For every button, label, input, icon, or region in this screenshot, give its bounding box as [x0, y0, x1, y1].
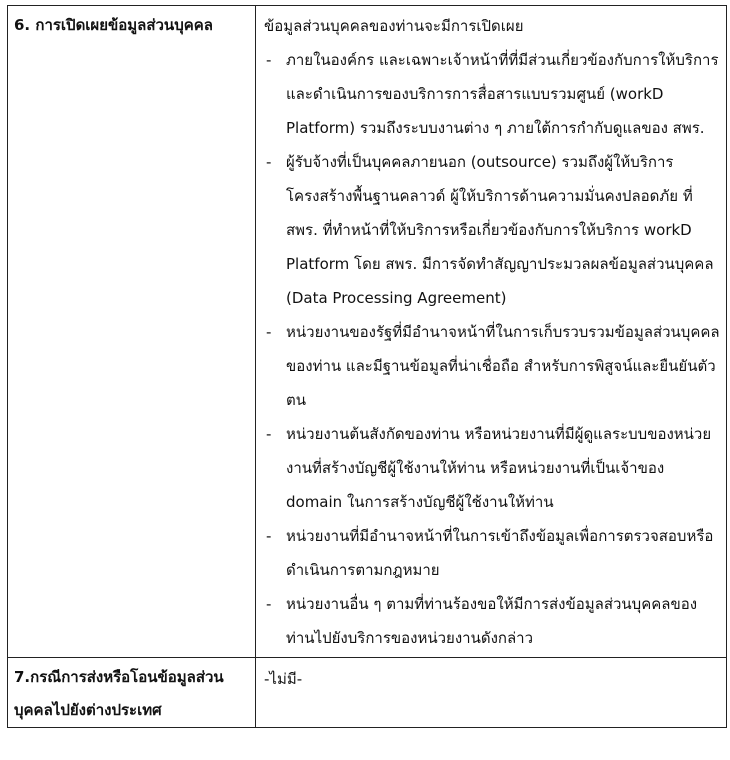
dash-bullet: -: [266, 323, 272, 341]
list-item-text: ภายในองค์กร และเฉพาะเจ้าหน้าที่ที่มีส่วนเกี่ยวข้องกับการให้บริการและดำเนินการของบริการการสื่อสารแบบรวมศูนย์ (workD Platform) รวมถึงระบบงานต่าง ๆ ภายใต้การกำกับดูแลของ สพร.: [286, 51, 719, 137]
list-item: [264, 43, 720, 145]
detail-cell: [256, 658, 727, 728]
privacy-policy-table: [7, 5, 727, 728]
table-row-transfer: [8, 658, 727, 728]
dash-bullet: -: [266, 153, 272, 171]
table-row-disclosure: [8, 6, 727, 658]
list-item: [264, 587, 720, 655]
section-title: 6. การเปิดเผยข้อมูลส่วนบุคคล: [14, 16, 213, 34]
list-item-text: หน่วยงานที่มีอำนาจหน้าที่ในการเข้าถึงข้อมูลเพื่อการตรวจสอบหรือดำเนินการตามกฎหมาย: [286, 527, 714, 579]
dash-bullet: -: [266, 595, 272, 613]
disclosure-list: [264, 43, 720, 655]
list-item: [264, 145, 720, 315]
topic-cell: [8, 6, 256, 658]
list-item-text: หน่วยงานต้นสังกัดของท่าน หรือหน่วยงานที่มีผู้ดูแลระบบของหน่วยงานที่สร้างบัญชีผู้ใช้งานให้ท่าน หรือหน่วยงานที่เป็นเจ้าของ domain ในการสร้างบัญชีผู้ใช้งานให้ท่าน: [286, 425, 712, 511]
section-title: 7.กรณีการส่งหรือโอนข้อมูลส่วนบุคคลไปยังต่างประเทศ: [14, 668, 224, 719]
list-item: [264, 315, 720, 417]
none-text: -ไม่มี-: [264, 670, 303, 688]
list-item-text: ผู้รับจ้างที่เป็นบุคคลภายนอก (outsource) รวมถึงผู้ให้บริการโครงสร้างพื้นฐานคลาวด์ ผู้ให้บริการด้านความมั่นคงปลอดภัย ที่ สพร. ที่ทำหน้าที่ให้บริการหรือเกี่ยวข้องกับการให้บริการ workD Platform โดย สพร. มีการจัดทำสัญญาประมวลผลข้อมูลส่วนบุคคล (Data Processing Agreement): [286, 153, 714, 307]
list-item: [264, 417, 720, 519]
list-item: [264, 519, 720, 587]
dash-bullet: -: [266, 527, 272, 545]
detail-cell: [256, 6, 727, 658]
list-item-text: หน่วยงานอื่น ๆ ตามที่ท่านร้องขอให้มีการส่งข้อมูลส่วนบุคคลของท่านไปยังบริการของหน่วยงานดังกล่าว: [286, 595, 698, 647]
dash-bullet: -: [266, 425, 272, 443]
list-item-text: หน่วยงานของรัฐที่มีอำนาจหน้าที่ในการเก็บรวบรวมข้อมูลส่วนบุคคลของท่าน และมีฐานข้อมูลที่น่าเชื่อถือ สำหรับการพิสูจน์และยืนยันตัวตน: [286, 323, 720, 409]
intro-text: ข้อมูลส่วนบุคคลของท่านจะมีการเปิดเผย: [264, 17, 524, 35]
topic-cell: [8, 658, 256, 728]
dash-bullet: -: [266, 51, 272, 69]
